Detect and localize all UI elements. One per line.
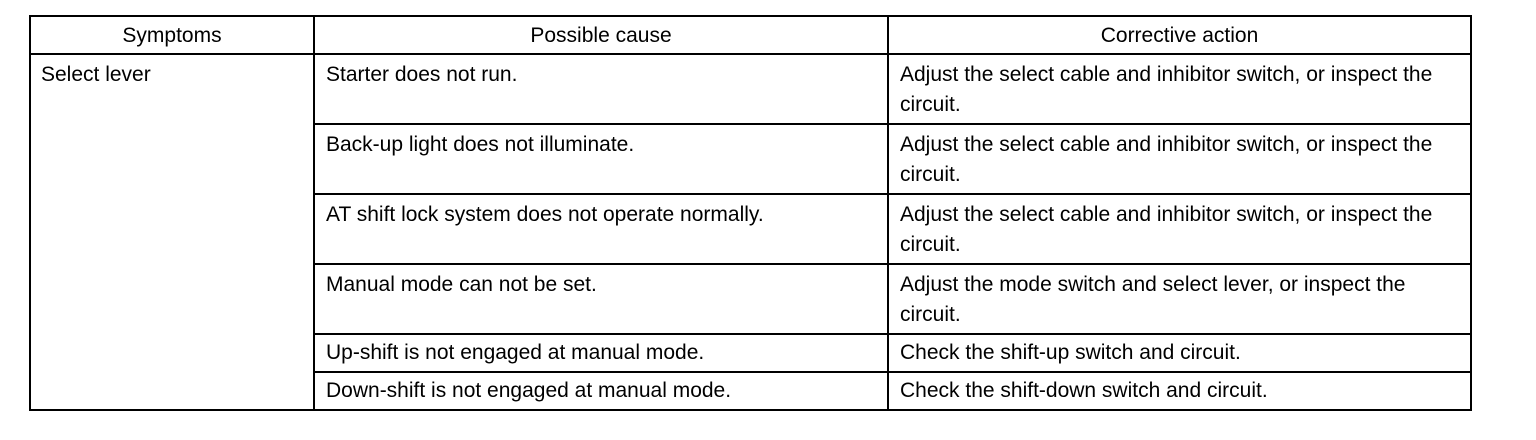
cause-cell: AT shift lock system does not operate normally. [314, 194, 888, 264]
table-row [30, 54, 1471, 124]
cause-cell: Down-shift is not engaged at manual mode. [314, 372, 888, 410]
troubleshooting-table [29, 15, 1472, 411]
action-cell: Check the shift-up switch and circuit. [888, 334, 1471, 372]
header-symptoms: Symptoms [30, 16, 314, 54]
header-possible-cause: Possible cause [314, 16, 888, 54]
action-cell: Check the shift-down switch and circuit. [888, 372, 1471, 410]
action-cell: Adjust the select cable and inhibitor switch, or inspect the circuit. [888, 124, 1471, 194]
action-cell: Adjust the select cable and inhibitor switch, or inspect the circuit. [888, 194, 1471, 264]
cause-cell: Up-shift is not engaged at manual mode. [314, 334, 888, 372]
symptom-cell: Select lever [30, 54, 314, 410]
cause-cell: Manual mode can not be set. [314, 264, 888, 334]
action-cell: Adjust the select cable and inhibitor switch, or inspect the circuit. [888, 54, 1471, 124]
cause-cell: Starter does not run. [314, 54, 888, 124]
troubleshooting-table-container [29, 15, 1472, 411]
cause-cell: Back-up light does not illuminate. [314, 124, 888, 194]
table-header-row [30, 16, 1471, 54]
action-cell: Adjust the mode switch and select lever, or inspect the circuit. [888, 264, 1471, 334]
header-corrective-action: Corrective action [888, 16, 1471, 54]
